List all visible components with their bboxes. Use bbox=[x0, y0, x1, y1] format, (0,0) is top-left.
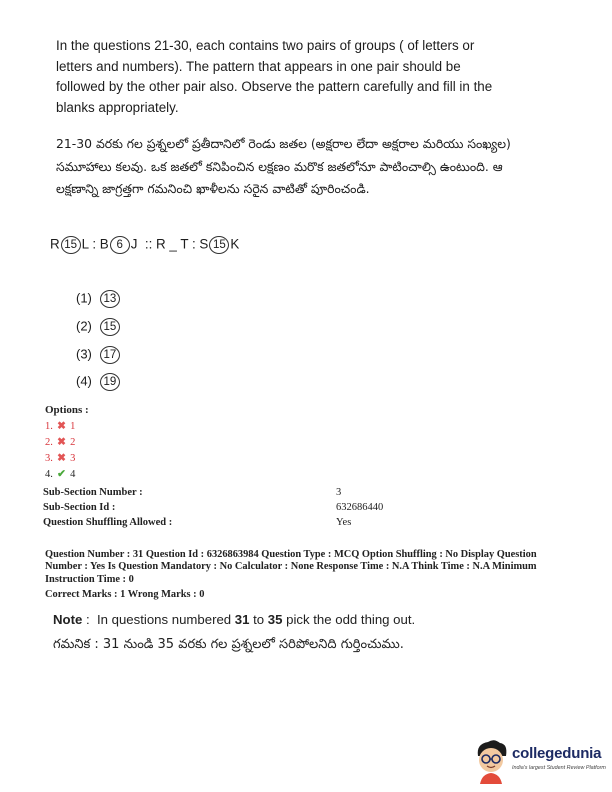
choice-value: 17 bbox=[100, 346, 120, 364]
logo-tagline: India's largest Student Review Platform bbox=[512, 765, 606, 771]
sub-section-id-label: Sub-Section Id : bbox=[43, 502, 116, 513]
choice-item bbox=[76, 318, 121, 336]
telugu-paragraph: 21-30 వరకు గల ప్రశ్నలలో ప్రతీదానిలో రెండు జతల (అక్షరాల లేదా అక్షరాల మరియు సంఖ్యల) సమూహాలు కలవు. ఒక జతలో కనిపించిన లక్షణం మరొక జతలోనూ పాటించాల్సి ఉంటుంది. ఆ లక్షణాన్ని జాగ్రత్తగా గమనించి ఖాళీలను సరైన వాటితో పూరించండి. bbox=[56, 136, 511, 197]
note-line: Note : In questions numbered 31 to 35 pick the odd thing out. bbox=[53, 612, 416, 627]
note-text-a: In questions numbered bbox=[96, 612, 235, 627]
option-row bbox=[45, 452, 75, 464]
choice-value: 19 bbox=[100, 373, 120, 391]
shuffling-label: Question Shuffling Allowed : bbox=[43, 517, 173, 528]
option-value: 4 bbox=[70, 469, 76, 480]
option-row bbox=[45, 420, 75, 432]
sub-section-number-label: Sub-Section Number : bbox=[43, 487, 143, 498]
collegedunia-mascot-icon bbox=[470, 736, 512, 784]
intro-paragraph: In the questions 21-30, each contains two pairs of groups ( of letters or letters and numbers). The pattern that appears in one pair should be followed by the other pair also. Observe the pattern carefully and fill in the blanks appropriately. bbox=[56, 38, 493, 115]
note-text-c: pick the odd thing out. bbox=[282, 612, 416, 627]
choice-label: (2) bbox=[76, 318, 92, 334]
puzzle-part-3: J :: R _ T : S bbox=[130, 236, 209, 252]
option-number: 1. bbox=[45, 421, 53, 432]
cross-icon: ✖ bbox=[57, 421, 66, 432]
option-row bbox=[45, 468, 75, 480]
choice-item bbox=[76, 346, 121, 364]
choice-value: 13 bbox=[100, 290, 120, 308]
note-num-b: 35 bbox=[267, 612, 283, 627]
circled-number: 15 bbox=[61, 236, 81, 254]
check-icon: ✔ bbox=[57, 469, 66, 480]
cross-icon: ✖ bbox=[57, 453, 66, 464]
sub-section-number-value: 3 bbox=[336, 487, 342, 498]
cross-icon: ✖ bbox=[57, 437, 66, 448]
marks-info: Correct Marks : 1 Wrong Marks : 0 bbox=[45, 589, 205, 600]
option-number: 2. bbox=[45, 437, 53, 448]
option-row bbox=[45, 436, 75, 448]
question-info: Question Number : 31 Question Id : 6326863984 Question Type : MCQ Option Shuffling : No Display Question Number : Yes Is Question Mandatory : No Calculator : None Response Time : N.A Think Time : N.A Minimum Instruction Time : 0 bbox=[45, 549, 537, 585]
note-telugu: గమనిక : 31 నుండి 35 వరకు గల ప్రశ్నలలో సరిపోలనిది గుర్తించుము. bbox=[53, 637, 404, 652]
puzzle-part-4: K bbox=[230, 236, 240, 252]
option-number: 4. bbox=[45, 469, 53, 480]
note-num-a: 31 bbox=[234, 612, 250, 627]
choice-label: (4) bbox=[76, 373, 92, 389]
note-text-b: to bbox=[249, 612, 268, 627]
choice-label: (1) bbox=[76, 290, 92, 306]
option-value: 1 bbox=[70, 421, 76, 432]
option-value: 2 bbox=[70, 437, 76, 448]
choice-label: (3) bbox=[76, 346, 92, 362]
circled-number: 15 bbox=[209, 236, 229, 254]
sub-section-id-value: 632686440 bbox=[336, 502, 384, 513]
choice-value: 15 bbox=[100, 318, 120, 336]
options-heading: Options : bbox=[45, 404, 89, 416]
note-label: Note bbox=[53, 612, 83, 627]
option-value: 3 bbox=[70, 453, 76, 464]
circled-number: 6 bbox=[110, 236, 130, 254]
option-number: 3. bbox=[45, 453, 53, 464]
choice-item bbox=[76, 290, 121, 308]
puzzle-part-2: L : B bbox=[81, 236, 109, 252]
logo-name: collegedunia bbox=[512, 745, 602, 762]
puzzle-line bbox=[50, 236, 239, 254]
shuffling-value: Yes bbox=[336, 517, 352, 528]
choice-item bbox=[76, 373, 121, 391]
puzzle-part-1: R bbox=[50, 236, 60, 252]
